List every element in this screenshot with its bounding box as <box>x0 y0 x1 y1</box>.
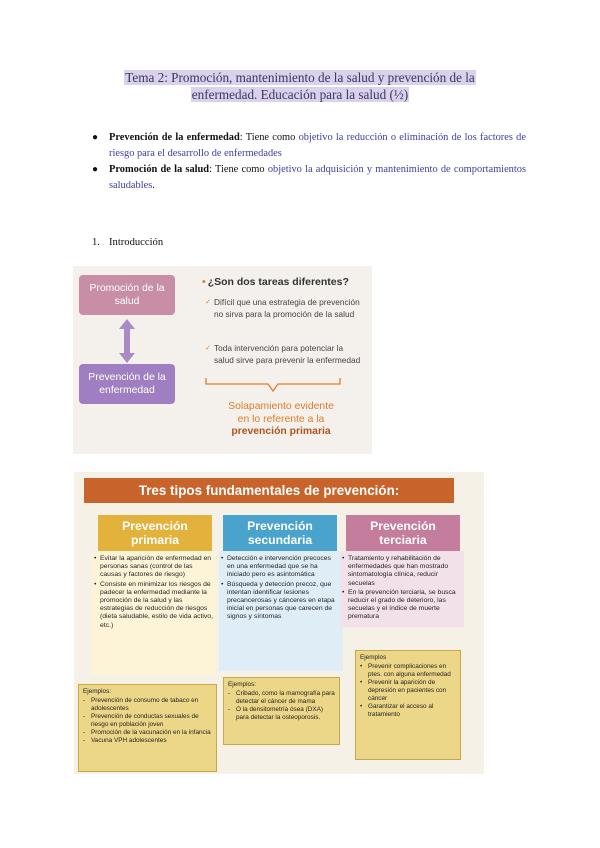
dash-icon: - <box>228 706 231 713</box>
list-item <box>94 555 213 580</box>
example-item <box>83 729 212 737</box>
list-item <box>221 580 340 622</box>
definition-objective: objetivo la adquisición y mantenimiento de comportamientos saludables <box>109 164 527 191</box>
secundaria-body <box>219 551 343 671</box>
prevention-types-diagram <box>74 472 484 774</box>
examples-title: Ejemplos: <box>228 681 257 688</box>
section-label: Introducción <box>109 237 164 248</box>
header-line-1: Prevención <box>122 519 188 533</box>
bullet-dot-icon: ● <box>92 164 99 176</box>
definition-objective: objetivo la reducción o eliminación de los factores de riesgo para el desarrollo de enfermedades <box>109 132 526 159</box>
definition-list <box>92 130 526 194</box>
title-line-1: Tema 2: Promoción, mantenimiento de la salud y prevención de la <box>125 70 475 85</box>
definition-tail: . <box>152 179 155 191</box>
definition-term: Promoción de la salud <box>109 164 210 176</box>
examples-title: Ejemplos <box>360 654 387 661</box>
terciaria-body <box>340 551 464 627</box>
overlap-diagram <box>73 266 372 454</box>
definition-lead: : Tiene como <box>239 132 299 143</box>
list-item <box>342 555 461 588</box>
section-heading-introduccion <box>92 237 163 248</box>
bullet-dot-icon: • <box>221 580 224 588</box>
question-text: ¿Son dos tareas diferentes? <box>207 276 349 288</box>
promocion-box: Promoción de la salud <box>79 275 175 315</box>
bullet-dot-icon: • <box>360 663 363 670</box>
prevention-banner: Tres tipos fundamentales de prevención: <box>84 478 454 503</box>
example-text: Garantizar el acceso al tratamiento <box>368 703 434 718</box>
example-text: Prevenir complicaciones en ptes. con alguna enfermedad <box>368 663 451 678</box>
list-item <box>94 580 213 630</box>
check-item <box>205 343 364 366</box>
example-item <box>83 713 212 729</box>
example-text: Vacuna VPH adolescentes <box>91 737 167 744</box>
bullet-dot-icon: • <box>94 580 97 588</box>
check-icon: ✓ <box>205 299 211 306</box>
example-item <box>360 703 456 719</box>
example-text: Promoción de la vacunación en la infancia <box>91 729 211 736</box>
header-line-2: secundaria <box>247 533 313 547</box>
example-item <box>83 737 212 745</box>
dash-icon: - <box>228 690 231 697</box>
primaria-examples <box>78 684 217 772</box>
dash-icon: - <box>83 697 86 704</box>
double-arrow-icon <box>118 319 136 363</box>
prevencion-box: Prevención de la enfermedad <box>79 364 175 404</box>
list-item <box>221 555 340 580</box>
bullet-dot-icon: • <box>94 555 97 562</box>
overlap-conclusion <box>215 401 347 439</box>
list-item-text: Evitar la aparición de enfermedad en personas sanas (control de las causas y factores de riesgo) <box>100 555 212 579</box>
bullet-dot-icon: • <box>360 703 363 710</box>
conclusion-line-2: en lo referente a la <box>237 413 325 425</box>
example-item <box>360 663 456 679</box>
dash-icon: - <box>83 737 86 744</box>
example-item <box>83 697 212 713</box>
example-text: O la densitometría ósea (DXA) para detectar la osteoporosis. <box>236 706 324 721</box>
secundaria-examples <box>223 677 340 745</box>
bullet-dot-icon: • <box>360 679 363 686</box>
example-text: Cribado, como la mamografía para detectar el cáncer de mama <box>236 690 335 705</box>
header-line-1: Prevención <box>247 519 313 533</box>
list-item-text: Búsqueda y detección precoz, que intentan identificar lesiones precancerosas y cánceres en etapa inicial en personas que carecen de signos y síntomas <box>227 580 335 621</box>
section-number: 1. <box>92 237 100 248</box>
page-title <box>88 69 512 103</box>
definition-prevencion <box>92 130 526 161</box>
list-item-text: Tratamiento y rehabilitación de enfermedades que han mostrado sintomatología clínica, reducir secuelas <box>348 555 449 587</box>
check-icon: ✓ <box>205 345 211 352</box>
example-text: Prevención de consumo de tabaco en adolescentes <box>91 697 199 712</box>
list-item-text: Consiste en minimizar los riesgos de padecer la enfermedad mediante la promoción de la salud y las estrategias de reducción de riesgos (dieta saludable, estilo de vida activo, etc.) <box>100 580 213 629</box>
terciaria-examples <box>355 650 461 760</box>
bullet-dot-icon: • <box>221 555 224 562</box>
example-text: Prevenir la aparición de depresión en pacientes con cáncer <box>368 679 447 702</box>
list-item-text: Detección e intervención precoces en una enfermedad que se ha iniciado pero es asintomática <box>227 555 331 579</box>
title-line-2: enfermedad. Educación para la salud (½) <box>191 87 409 102</box>
example-text: Prevención de conductas sexuales de riesgo en población joven <box>91 713 199 728</box>
conclusion-bold: prevención primaria <box>231 426 331 438</box>
primaria-header <box>98 515 212 551</box>
example-item <box>228 706 335 722</box>
definition-term: Prevención de la enfermedad <box>109 132 240 143</box>
examples-title: Ejemplos: <box>83 688 112 695</box>
check-text: Difícil que una estrategia de prevención no sirva para la promoción de la salud <box>214 297 360 319</box>
list-item-text: En la prevención terciaria, se busca reducir el grado de deterioro, las secuelas y el índice de muerte prematura <box>348 588 456 621</box>
bullet-dot-icon: • <box>202 276 206 288</box>
check-item <box>205 297 364 320</box>
check-text: Toda intervención para potenciar la salud sirve para prevenir la enfermedad <box>214 343 361 365</box>
header-line-2: terciaria <box>379 533 427 547</box>
list-item <box>342 588 461 622</box>
primaria-body <box>92 551 216 675</box>
dash-icon: - <box>83 729 86 736</box>
bullet-dot-icon: • <box>342 588 345 596</box>
header-line-1: Prevención <box>370 519 436 533</box>
question-heading <box>202 276 349 288</box>
definition-lead: : Tiene como <box>209 164 268 176</box>
secundaria-header <box>223 515 337 551</box>
example-item <box>228 690 335 706</box>
definition-promocion <box>92 162 526 193</box>
conclusion-line-1: Solapamiento evidente <box>228 401 334 412</box>
example-item <box>360 679 456 703</box>
dash-icon: - <box>83 713 86 720</box>
bullet-dot-icon: ● <box>92 132 99 143</box>
brace-icon <box>204 378 342 392</box>
bullet-dot-icon: • <box>342 555 345 562</box>
terciaria-header <box>346 515 460 551</box>
header-line-2: primaria <box>130 533 180 547</box>
